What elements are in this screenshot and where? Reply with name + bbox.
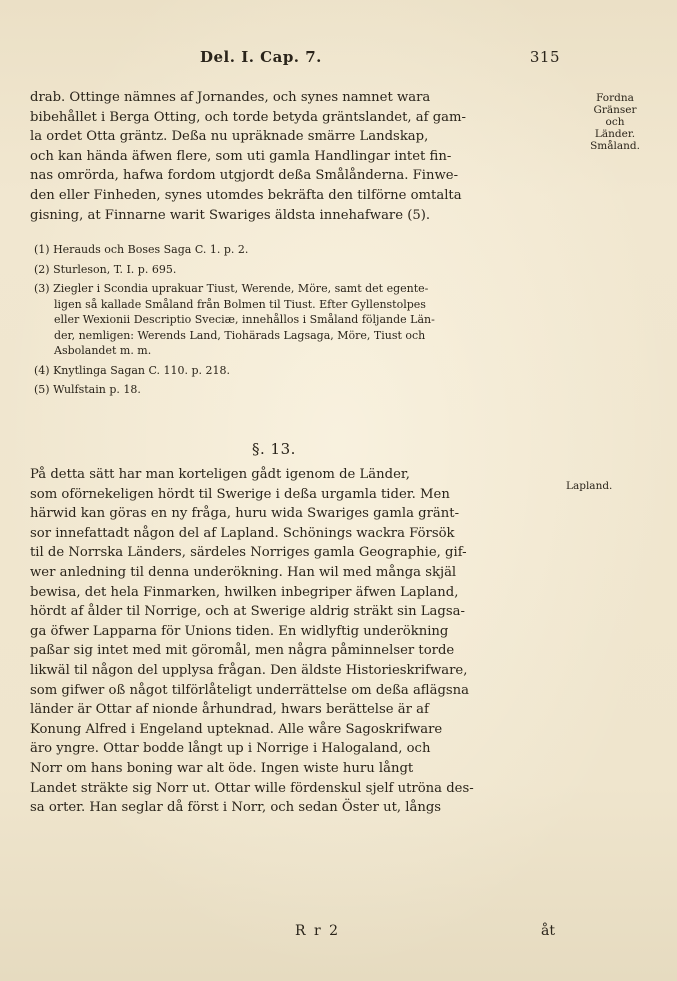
margin-note-line: Fordna [596,92,634,104]
text-line: likwäl til någon del upplysa frågan. Den äldste Historieskrifware, [30,662,468,678]
text-line: drab. Ottinge nämnes af Jornandes, och synes namnet wara [30,90,431,105]
paragraph-2 [30,465,555,818]
footnote-continuation: ligen så kallade Småland från Bolmen til Tiust. Efter Gyllenstolpes [54,297,426,311]
margin-note-smaland [560,92,670,152]
text-line: sa orter. Han seglar då först i Norr, och sedan Öster ut, långs [30,800,442,816]
footnote-continuation: eller Wexionii Descriptio Sveciæ, innehållos i Småland följande Län- [54,313,435,326]
text-line: länder är Ottar af nionde århundrad, hwars berättelse är af [30,702,429,718]
margin-note-line: Gränser [593,104,637,116]
section-heading: §. 13. [252,440,296,458]
chapter-title: Del. I. Cap. 7. [200,48,322,66]
text-line: paßar sig intet med mit göromål, men några påminnelser torde [30,643,455,659]
paragraph-1 [30,88,555,225]
text-line: som oförnekeligen hördt til Swerige i deßa urgamla tider. Men [30,486,450,502]
margin-note-line: Lapland. [566,480,613,492]
footnote: (2) Sturleson, T. I. p. 695. [34,262,177,276]
text-line: gisning, at Finnarne warit Swariges äldsta innehafware (5). [30,207,431,223]
text-line: hördt af ålder til Norrige, och at Swerige aldrig sträkt sin Lagsa- [30,604,465,620]
margin-note-line: Småland. [590,140,640,152]
text-line: Landet sträkte sig Norr ut. Ottar wille fördenskul sjelf utröna des- [30,780,474,796]
text-line: bewisa, det hela Finmarken, hwilken inbegriper äfwen Lapland, [30,584,459,600]
text-line: och kan hända äfwen flere, som uti gamla Handlingar intet fin- [30,148,452,164]
text-line: sor innefattadt någon del af Lapland. Schönings wackra Försök [30,525,455,541]
margin-note-line: Länder. [594,128,636,140]
footnote-continuation: der, nemligen: Werends Land, Tiohärads Lagsaga, Möre, Tiust och [54,328,426,342]
text-line: bibehållet i Berga Otting, och torde betyda gräntslandet, af gam- [30,109,466,125]
margin-note-lapland [566,480,676,492]
catchword: åt [541,923,555,939]
text-line: Konung Alfred i Engeland upteknad. Alle wåre Sagoskrifware [30,721,443,737]
text-line: wer anledning til denna underökning. Han wil med många skjäl [30,564,457,580]
footnote: (5) Wulfstain p. 18. [34,383,141,396]
text-line: til de Norrska Länders, särdeles Norriges gamla Geographie, gif- [30,545,467,561]
text-line: Norr om hans boning war alt öde. Ingen wiste huru långt [30,760,414,776]
footnotes [34,242,554,398]
page-number: 315 [529,48,560,66]
text-line: den eller Finheden, synes utomdes bekräfta den tilförne omtalta [30,187,462,203]
text-line: äro yngre. Ottar bodde långt up i Norrige i Halogaland, och [30,741,431,757]
text-line: nas omrörda, hafwa fordom utgjordt deßa Smålånderna. Finwe- [30,168,459,184]
footnote: (3) Ziegler i Scondia uprakuar Tiust, Werende, Möre, samt det egente- [34,282,429,295]
text-line: På detta sätt har man korteligen gådt igenom de Länder, [30,467,410,482]
footnote: (1) Herauds och Boses Saga C. 1. p. 2. [34,243,249,256]
text-line: härwid kan göras en ny fråga, huru wida Swariges gamla gränt- [30,506,460,522]
signature-mark: R r 2 [295,923,341,939]
footnote: (4) Knytlinga Sagan C. 110. p. 218. [34,363,231,377]
margin-note-line: och [605,116,625,128]
text-line: la ordet Otta gräntz. Deßa nu upräknade smärre Landskap, [30,129,429,145]
footnote-continuation: Asbolandet m. m. [54,344,152,357]
text-line: som gifwer oß något tilförlåteligt underrättelse om deßa aflägsna [30,682,470,698]
text-line: ga öfwer Lapparna för Unions tiden. En widlyftig underökning [30,623,449,639]
